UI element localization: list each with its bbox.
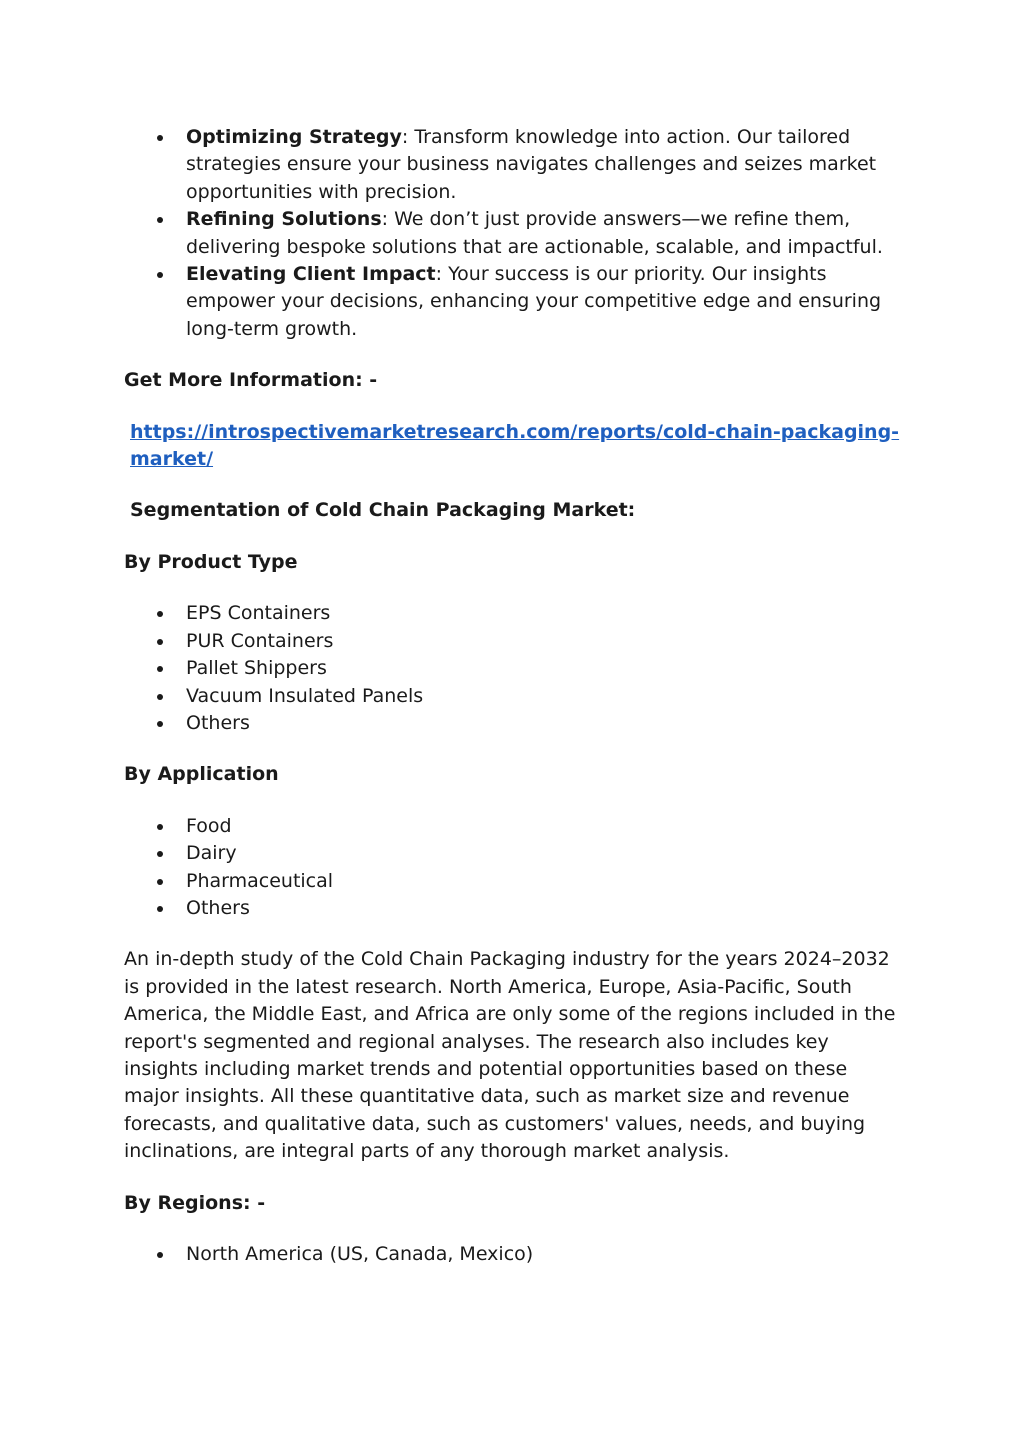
- list-item: [124, 206, 904, 261]
- list-item: Food: [124, 813, 904, 840]
- list-item: North America (US, Canada, Mexico): [124, 1241, 904, 1268]
- product-type-heading: By Product Type: [124, 550, 298, 573]
- list-item: [124, 124, 904, 206]
- intro-bullet-list: [124, 124, 904, 343]
- application-list: [124, 813, 904, 923]
- report-link[interactable]: https://introspectivemarketresearch.com/reports/cold-chain-packaging-market/: [130, 420, 900, 471]
- list-item: Dairy: [124, 840, 904, 867]
- application-heading: By Application: [124, 763, 279, 786]
- bullet-term: Elevating Client Impact: [186, 263, 436, 286]
- report-link-paragraph: [124, 419, 904, 474]
- list-item: Pallet Shippers: [124, 655, 904, 682]
- bullet-term: Optimizing Strategy: [186, 126, 402, 148]
- list-item: Others: [124, 710, 904, 737]
- more-info-heading: Get More Information: -: [124, 369, 378, 392]
- list-item: Vacuum Insulated Panels: [124, 683, 904, 710]
- list-item: Others: [124, 895, 904, 922]
- list-item: PUR Containers: [124, 628, 904, 655]
- regions-heading: By Regions: -: [124, 1191, 266, 1214]
- bullet-text: : Your success is our priority. Our insights empower your decisions, enhancing your competitive edge and ensuring long-term growth.: [186, 263, 882, 340]
- document-page: [124, 124, 904, 1268]
- regions-list: [124, 1241, 904, 1268]
- list-item: EPS Containers: [124, 600, 904, 627]
- study-paragraph: An in-depth study of the Cold Chain Packaging industry for the years 2024–2032 is provided in the latest research. North America, Europe, Asia-Pacific, South America, the Middle East, and Africa are only some of the regions included in the report's segmented and regional analyses. The research also includes key insights including market trends and potential opportunities based on these major insights. All these quantitative data, such as market size and revenue forecasts, and qualitative data, such as customers' values, needs, and buying inclinations, are integral parts of any thorough market analysis.: [124, 948, 896, 1163]
- list-item: [124, 261, 904, 343]
- segmentation-heading: Segmentation of Cold Chain Packaging Market:: [130, 499, 636, 522]
- bullet-text: : Transform knowledge into action. Our tailored strategies ensure your business navigates challenges and seizes market opportunities with precision.: [186, 126, 877, 203]
- product-type-list: [124, 600, 904, 737]
- bullet-text: : We don’t just provide answers—we refine them, delivering bespoke solutions that are actionable, scalable, and impactful.: [186, 208, 883, 258]
- bullet-term: Refining Solutions: [186, 208, 382, 231]
- list-item: Pharmaceutical: [124, 868, 904, 895]
